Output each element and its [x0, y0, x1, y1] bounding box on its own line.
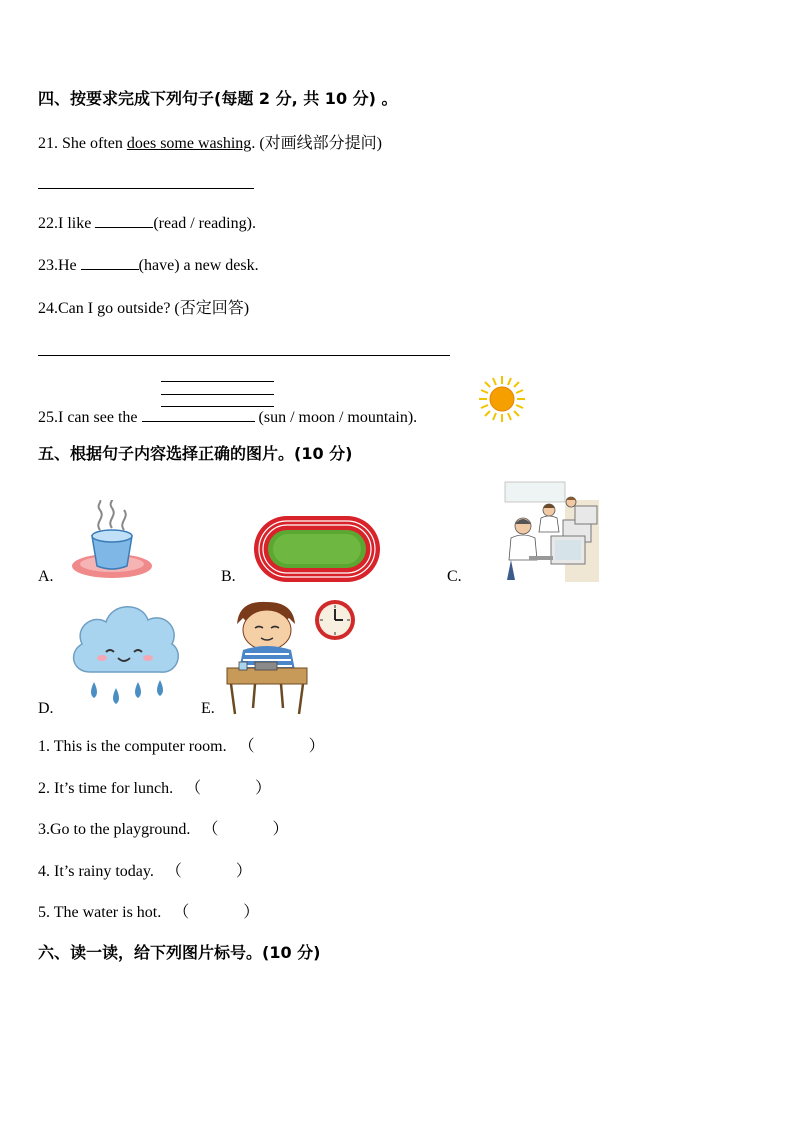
- q23-prefix: 23.He: [38, 257, 81, 274]
- question-22: [38, 213, 256, 233]
- mq5-open-paren: （: [173, 904, 190, 921]
- q25-blank[interactable]: [142, 407, 255, 422]
- q22-prefix: 22.I like: [38, 215, 96, 232]
- mq2-open-paren: （: [185, 780, 202, 797]
- mq4-open-paren: （: [165, 863, 182, 880]
- matching-question-4: [38, 858, 252, 881]
- wall-clock-icon: [313, 598, 357, 642]
- q23-suffix: (have) a new desk.: [138, 257, 259, 274]
- mq5-text: 5. The water is hot.: [38, 904, 162, 921]
- rain-cloud-picture[interactable]: [68, 596, 182, 716]
- option-label-e: E.: [201, 700, 215, 717]
- section5-title: 五、根据句子内容选择正确的图片。(10 分): [38, 444, 353, 463]
- question-21: [38, 130, 382, 153]
- q23-blank[interactable]: [81, 255, 139, 270]
- section6-title: 六、读一读，给下列图片标号。(10 分): [38, 943, 321, 962]
- mq3-text: 3.Go to the playground.: [38, 821, 191, 838]
- q21-number: 21: [38, 135, 54, 152]
- mq1-open-paren: （: [238, 738, 255, 755]
- q25-blank-line-2[interactable]: [161, 394, 274, 395]
- option-label-c: C.: [447, 568, 462, 585]
- option-label-d: D.: [38, 700, 54, 717]
- question-25: [38, 407, 417, 427]
- question-23: [38, 255, 259, 275]
- computer-room-picture[interactable]: [503, 480, 601, 582]
- q22-blank[interactable]: [95, 213, 153, 228]
- q21-underlined-phrase: does some washing: [126, 135, 252, 152]
- mq3-open-paren: （: [202, 821, 219, 838]
- q25-prefix: 25.I can see the: [38, 409, 142, 426]
- matching-question-1: [38, 733, 325, 756]
- mq1-text: 1. This is the computer room.: [38, 738, 227, 755]
- playground-track-picture[interactable]: [253, 515, 381, 583]
- q24-answer-line[interactable]: [38, 355, 450, 356]
- section4-title: 四、按要求完成下列句子(每题 2 分, 共 10 分) 。: [38, 89, 398, 108]
- q21-answer-line[interactable]: [38, 188, 254, 189]
- q21-prefix: . She often: [54, 135, 127, 152]
- mq5-close-paren: ）: [243, 904, 260, 921]
- hot-water-glass-picture[interactable]: [70, 500, 155, 580]
- mq4-text: 4. It’s rainy today.: [38, 863, 154, 880]
- mq3-close-paren: ）: [272, 821, 289, 838]
- mq4-close-paren: ）: [235, 863, 252, 880]
- option-label-a: A.: [38, 568, 54, 585]
- q21-suffix: . (对画线部分提问): [251, 135, 382, 152]
- matching-question-5: [38, 899, 259, 922]
- q25-blank-line-1[interactable]: [161, 381, 274, 382]
- question-24: 24.Can I go outside? (否定回答): [38, 300, 250, 317]
- mq1-close-paren: ）: [308, 738, 325, 755]
- q25-suffix: (sun / moon / mountain).: [254, 409, 418, 426]
- mq2-close-paren: ）: [255, 780, 272, 797]
- matching-question-3: [38, 816, 288, 839]
- sun-icon: [478, 375, 526, 423]
- lunch-boy-picture[interactable]: [225, 598, 310, 716]
- mq2-text: 2. It’s time for lunch.: [38, 780, 174, 797]
- option-label-b: B.: [221, 568, 236, 585]
- q22-suffix: (read / reading).: [153, 215, 256, 232]
- matching-question-2: [38, 775, 271, 798]
